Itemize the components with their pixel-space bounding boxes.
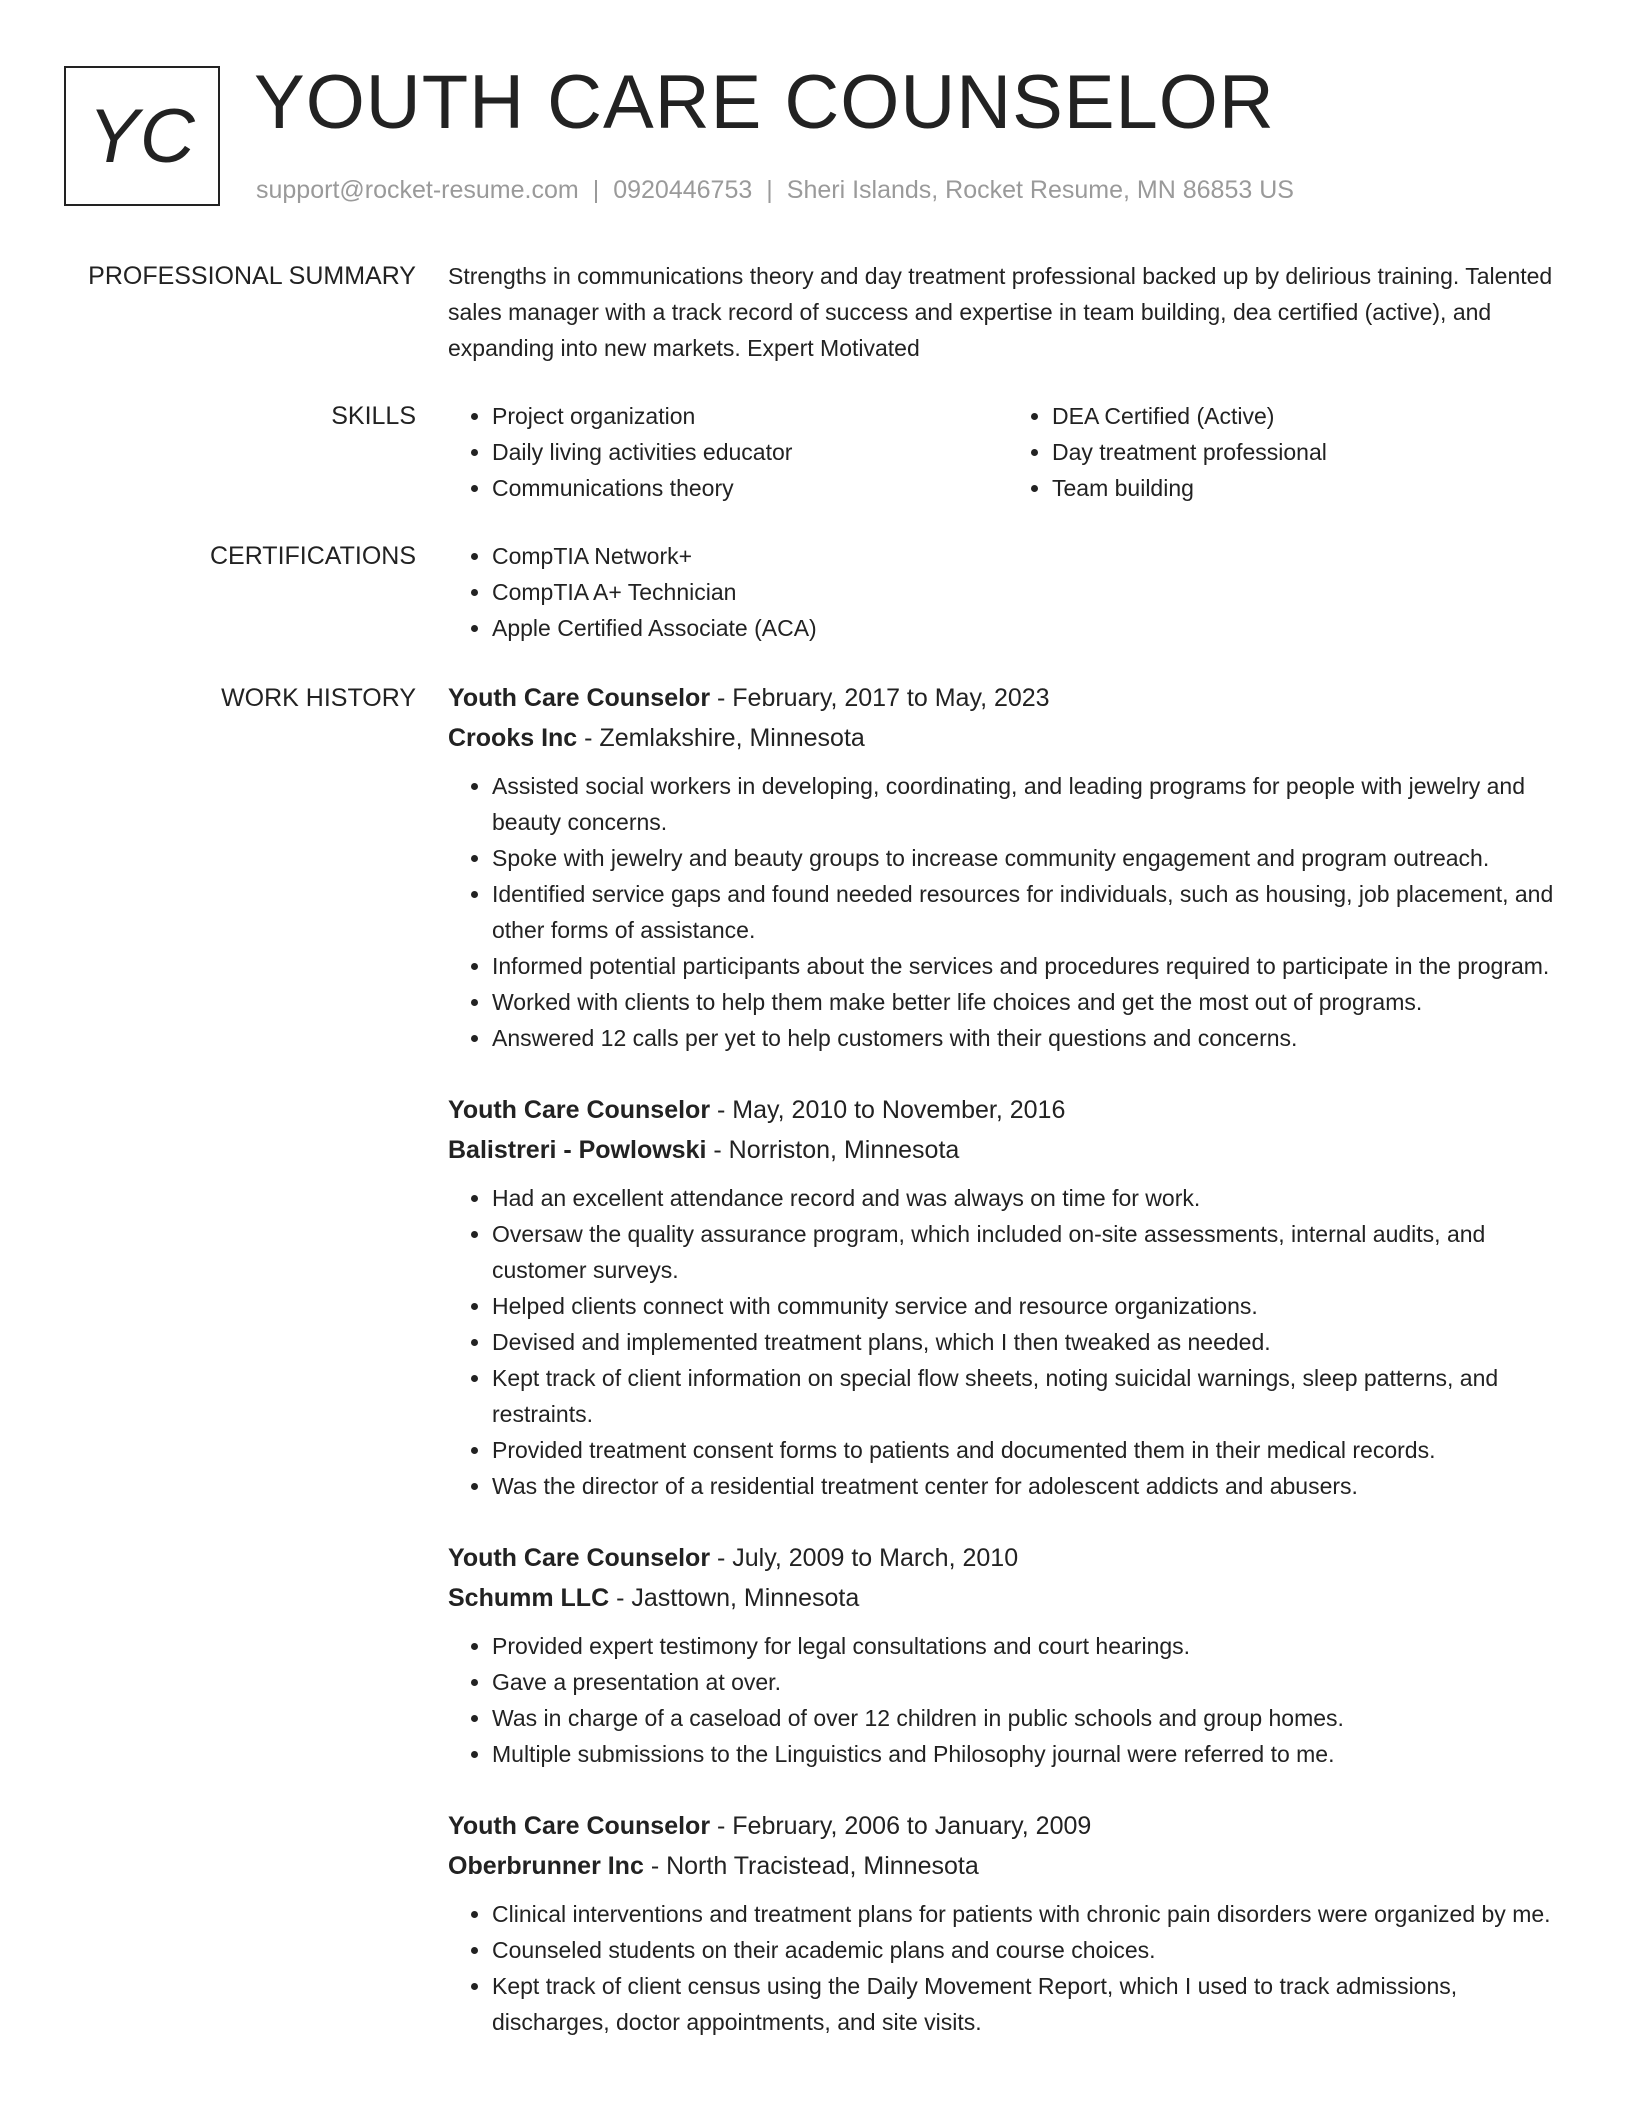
contact-email: support@rocket-resume.com [256,176,579,204]
job-bullet: • Oversaw the quality assurance program, which included on-site assessments, internal audits, and customer surveys. [492,1216,1568,1288]
skill-item: • Daily living activities educator [492,434,1008,470]
job-title: Youth Care Counselor [448,1812,711,1840]
job-bullets [448,1896,1568,2040]
contact-separator: | [766,176,773,204]
job-location: - Norriston, Minnesota [706,1136,960,1164]
certifications-content [448,538,1568,646]
resume-name-title: YOUTH CARE COUNSELOR [254,60,1275,145]
job-entry [448,1538,1568,1772]
job-dates: - July, 2009 to March, 2010 [710,1544,1019,1572]
job-location: - Zemlakshire, Minnesota [577,724,865,752]
job-bullet: • Had an excellent attendance record and was always on time for work. [492,1180,1568,1216]
summary-heading: PROFESSIONAL SUMMARY [88,262,416,290]
job-bullet: • Provided expert testimony for legal consultations and court hearings. [492,1628,1568,1664]
job-company: Crooks Inc [448,724,578,752]
skill-item: • Team building [1052,470,1568,506]
skill-item: • DEA Certified (Active) [1052,398,1568,434]
job-bullet: • Helped clients connect with community service and resource organizations. [492,1288,1568,1324]
job-bullet: • Kept track of client information on special flow sheets, noting suicidal warnings, sleep patterns, and restraints. [492,1360,1568,1432]
job-company: Schumm LLC [448,1584,610,1612]
job-company-line [448,1578,1568,1618]
job-bullet: • Was the director of a residential treatment center for adolescent addicts and abusers. [492,1468,1568,1504]
job-bullet: • Devised and implemented treatment plans, which I then tweaked as needed. [492,1324,1568,1360]
contact-address: Sheri Islands, Rocket Resume, MN 86853 US [786,176,1294,204]
job-company-line [448,1846,1568,1886]
job-company-line [448,1130,1568,1170]
job-bullets [448,768,1568,1056]
certifications-heading: CERTIFICATIONS [209,542,416,570]
initials-text: YC [88,93,196,179]
job-bullets [448,1180,1568,1504]
certification-item: • Apple Certified Associate (ACA) [492,610,1568,646]
job-title-line [448,1538,1568,1578]
contact-separator: | [592,176,600,204]
contact-line [256,176,1294,205]
job-bullet: • Clinical interventions and treatment plans for patients with chronic pain disorders were organized by me. [492,1896,1568,1932]
job-bullet: • Spoke with jewelry and beauty groups to increase community engagement and program outreach. [492,840,1568,876]
contact-phone: 0920446753 [613,176,753,204]
job-entry [448,1090,1568,1504]
skills-list [448,398,1568,506]
job-dates: - May, 2010 to November, 2016 [710,1096,1066,1124]
certification-item: • CompTIA A+ Technician [492,574,1568,610]
certifications-list [448,538,1568,646]
job-bullet: • Provided treatment consent forms to patients and documented them in their medical records. [492,1432,1568,1468]
job-bullet: • Worked with clients to help them make better life choices and get the most out of programs. [492,984,1568,1020]
summary-text: Strengths in communications theory and day treatment professional backed up by delirious training. Talented sales manager with a track record of success and expertise in team building, dea certified (active), and expanding into new markets. Expert Motivated [448,263,1553,361]
work-history-heading: WORK HISTORY [221,684,416,712]
job-bullet: • Answered 12 calls per yet to help customers with their questions and concerns. [492,1020,1568,1056]
job-bullet: • Assisted social workers in developing, coordinating, and leading programs for people with jewelry and beauty concerns. [492,768,1568,840]
job-title: Youth Care Counselor [448,1544,711,1572]
job-title-line [448,678,1568,718]
skill-item: • Day treatment professional [1052,434,1568,470]
job-location: - Jasttown, Minnesota [609,1584,860,1612]
job-dates: - February, 2017 to May, 2023 [710,684,1050,712]
job-bullet: • Informed potential participants about the services and procedures required to participate in the program. [492,948,1568,984]
job-title: Youth Care Counselor [448,684,711,712]
job-bullets [448,1628,1568,1772]
job-title-line [448,1090,1568,1130]
job-company-line [448,718,1568,758]
job-bullet: • Identified service gaps and found needed resources for individuals, such as housing, job placement, and other forms of assistance. [492,876,1568,948]
job-entry [448,678,1568,1056]
initials-monogram [64,66,220,206]
skill-item: • Communications theory [492,470,1008,506]
job-entry [448,1806,1568,2040]
work-history-content [448,678,1568,2074]
job-location: - North Tracistead, Minnesota [643,1852,979,1880]
skills-column-2 [1008,398,1568,506]
skills-column-1 [448,398,1008,506]
skill-item: • Project organization [492,398,1008,434]
job-title-line [448,1806,1568,1846]
certification-item: • CompTIA Network+ [492,538,1568,574]
job-company: Oberbrunner Inc [448,1852,644,1880]
skills-heading: SKILLS [331,402,416,430]
job-bullet: • Was in charge of a caseload of over 12 children in public schools and group homes. [492,1700,1568,1736]
job-dates: - February, 2006 to January, 2009 [710,1812,1092,1840]
job-company: Balistreri - Powlowski [448,1136,707,1164]
job-title: Youth Care Counselor [448,1096,711,1124]
job-bullet: • Counseled students on their academic plans and course choices. [492,1932,1568,1968]
job-bullet: • Kept track of client census using the Daily Movement Report, which I used to track admissions, discharges, doctor appointments, and site visits. [492,1968,1568,2040]
job-bullet: • Multiple submissions to the Linguistics and Philosophy journal were referred to me. [492,1736,1568,1772]
job-bullet: • Gave a presentation at over. [492,1664,1568,1700]
